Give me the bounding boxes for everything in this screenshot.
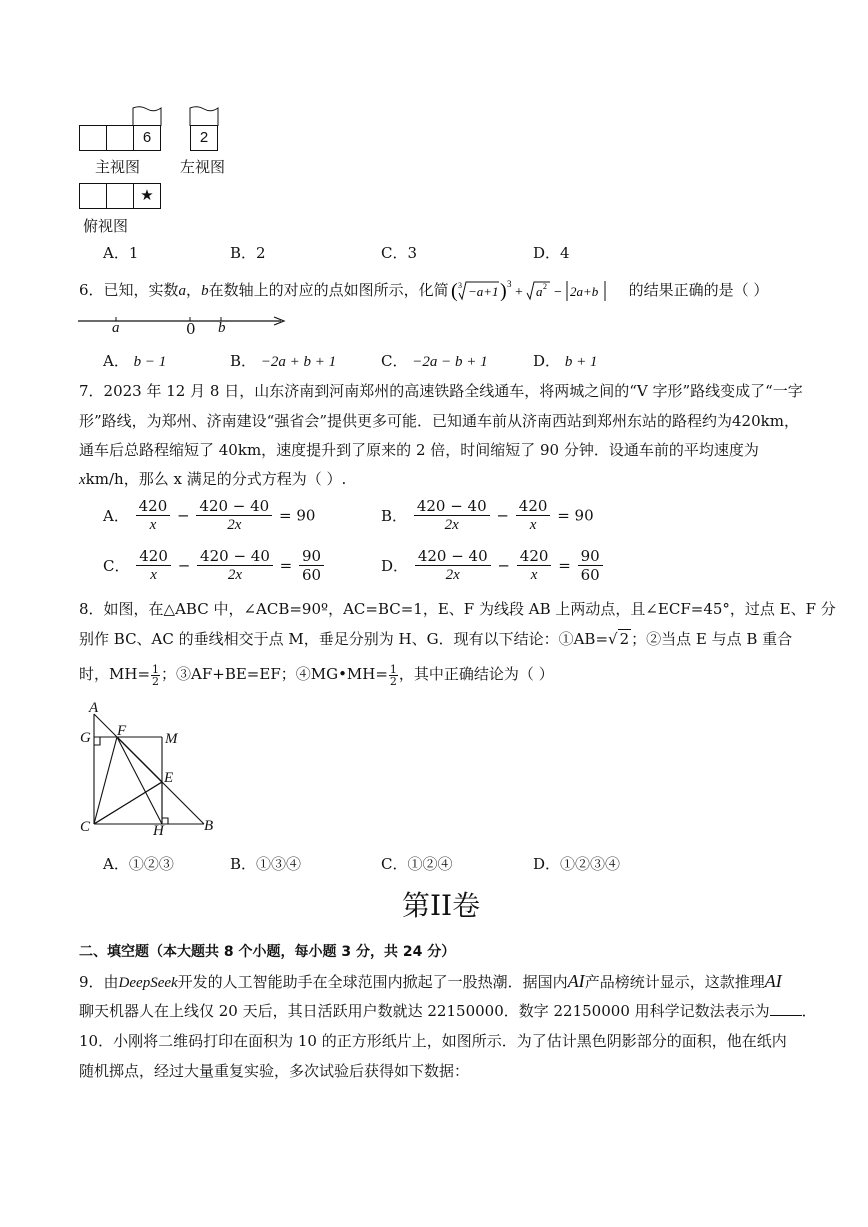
q7-line-1: 7．2023 年 12 月 8 日，山东济南到河南郑州的高速铁路全线通车，将两城之间的“V 字形”路线变成了“一字 <box>79 382 803 400</box>
q7-option-d-letter: D． <box>381 557 409 575</box>
front-view-cell-3: 6 <box>133 125 161 151</box>
q7-option-d <box>381 547 605 584</box>
q7-option-b <box>381 497 594 534</box>
fig-label-f: F <box>117 723 127 739</box>
section-title: 第II卷 <box>402 889 481 922</box>
q7-a-d2: 2x <box>196 515 272 534</box>
q7-b-rhs: = 90 <box>557 506 594 525</box>
q6-option-d <box>533 350 597 371</box>
q8-option-c: C．①②④ <box>381 855 453 873</box>
q5-option-d: D．4 <box>533 244 570 262</box>
q9-line-2 <box>79 1000 817 1022</box>
q7-line-2: 形”路线，为郑州、济南建设“强省会”提供更多可能．已知通车前从济南西站到郑州东站的路程约为420km， <box>79 412 799 430</box>
q8-line-3 <box>79 663 554 687</box>
numberline-label-zero: 0 <box>186 320 196 338</box>
q6-option-b <box>230 350 336 371</box>
q9-line-1b: 开发的人工智能助手在全球范围内掀起了一股热潮．据国内 <box>177 973 568 991</box>
q7-b-frac-1 <box>414 497 490 534</box>
fig-label-h: H <box>153 823 164 839</box>
q7-a-minus: − <box>177 506 190 525</box>
fig-label-m: M <box>165 731 178 747</box>
q7-d-minus: − <box>497 556 510 575</box>
q8-line-2b: ；②当点 E 与点 B 重合 <box>631 630 793 648</box>
q6-var-a: a <box>178 283 187 299</box>
fig-label-c: C <box>80 819 91 835</box>
q8-half-1-num: 1 <box>152 662 160 676</box>
q6-stem-start: 6．已知，实数 <box>79 281 179 299</box>
q6-option-d-expr: b + 1 <box>564 354 598 370</box>
fig-label-e: E <box>164 770 174 786</box>
q9-line-2b: ． <box>801 1002 817 1020</box>
numberline-label-b: b <box>218 320 226 336</box>
q7-c-rn: 90 <box>302 547 322 565</box>
q7-c-n1: 420 <box>139 547 168 565</box>
q7-option-a-letter: A． <box>103 507 129 525</box>
top-view-cell-1 <box>79 183 107 209</box>
q8-half-2 <box>389 664 398 687</box>
q5-option-b: B．2 <box>230 244 266 262</box>
q7-b-frac-2 <box>516 497 551 534</box>
q7-d-n1: 420 − 40 <box>417 547 488 565</box>
q7-a-rhs: = 90 <box>279 506 316 525</box>
q7-line-4 <box>79 468 346 491</box>
front-view-cell-2 <box>106 125 134 151</box>
fig-label-a: A <box>89 700 99 716</box>
q8-line-3b: ；③AF+BE=EF；④MG•MH= <box>161 665 388 683</box>
svg-text:3: 3 <box>506 279 512 289</box>
q9-line-1c: 产品榜统计显示，这款推理 <box>584 973 765 991</box>
q6-option-c-letter: C． <box>381 352 408 370</box>
q7-a-n1: 420 <box>138 497 168 515</box>
q7-d-frac-rhs <box>578 547 603 584</box>
q5-option-a: A．1 <box>103 244 139 262</box>
q7-c-d1: x <box>136 565 171 584</box>
q9-ai-2: AI <box>764 971 782 991</box>
q9-ai-1: AI <box>567 971 585 991</box>
svg-text:): ) <box>499 280 507 302</box>
q7-c-n2: 420 − 40 <box>200 547 270 565</box>
q7-line-3: 通车后总路程缩短了 40km，速度提升到了原来的 2 倍，时间缩短了 90 分钟．设通车前的平均速度为 <box>79 441 759 459</box>
q8-half-1 <box>151 664 160 687</box>
q7-a-frac-1 <box>136 497 171 534</box>
q9-line-2a: 聊天机器人在上线仅 20 天后，其日活跃用户数就达 22150000．数字 22150000 用科学记数法表示为 <box>79 1002 770 1020</box>
q7-c-frac-1 <box>136 547 171 584</box>
q7-d-frac-2 <box>517 547 552 584</box>
q6-stem <box>79 278 768 304</box>
q7-option-b-letter: B． <box>381 507 408 525</box>
svg-text:−a+1: −a+1 <box>467 284 499 299</box>
q7-a-frac-2 <box>196 497 272 534</box>
q8-sqrt-value: 2 <box>619 630 630 648</box>
svg-text:2a+b: 2a+b <box>569 284 598 299</box>
q7-a-d1: x <box>136 515 171 534</box>
q6-stem-end: 的结果正确的是（ ） <box>628 281 769 299</box>
q7-b-n1: 420 − 40 <box>416 497 487 515</box>
q8-line-1: 8．如图，在△ABC 中，∠ACB=90º，AC=BC=1，E、F 为线段 AB 上两动点，且∠ECF=45°，过点 E、F 分 <box>79 600 836 618</box>
q7-d-d1: 2x <box>415 565 491 584</box>
q8-option-d: D．①②③④ <box>533 855 621 873</box>
q7-c-d2: 2x <box>197 565 273 584</box>
fig-label-g: G <box>80 730 91 746</box>
q8-half-2-num: 1 <box>389 662 397 676</box>
left-view-label: 左视图 <box>180 158 226 176</box>
q6-option-b-letter: B． <box>230 352 257 370</box>
q7-b-n2: 420 <box>518 497 548 515</box>
front-view-top-torn-edge <box>130 104 164 128</box>
numberline-label-a: a <box>112 320 120 336</box>
svg-text:(: ( <box>450 280 458 302</box>
q6-option-a-expr: b − 1 <box>133 354 167 370</box>
svg-text:+: + <box>514 285 523 300</box>
q9-brand: DeepSeek <box>118 975 178 991</box>
q8-half-2-den: 2 <box>389 674 397 688</box>
q7-c-minus: − <box>177 556 191 575</box>
q10-line-2: 随机掷点，经过大量重复实验，多次试验后获得如下数据： <box>79 1062 470 1080</box>
q6-option-d-letter: D． <box>533 352 561 370</box>
q6-stem-mid: 在数轴上的对应的点如图所示，化简 <box>208 281 449 299</box>
q7-c-equals: = <box>279 556 293 575</box>
q7-b-d1: 2x <box>414 515 490 534</box>
q6-option-b-expr: −2a + b + 1 <box>260 354 337 370</box>
q7-c-rd: 60 <box>299 565 324 584</box>
q8-line-3a: 时，MH= <box>79 665 151 683</box>
q10-line-1: 10．小刚将二维码打印在面积为 10 的正方形纸片上，如图所示．为了估计黑色阴影部分的面积，他在纸内 <box>79 1032 787 1050</box>
q8-option-b: B．①③④ <box>230 855 302 873</box>
q9-line-1 <box>79 970 782 994</box>
q8-line-2a: 别作 BC、AC 的垂线相交于点 M，垂足分别为 H、G．现有以下结论：①AB= <box>79 630 609 648</box>
svg-text:3: 3 <box>457 281 462 290</box>
q8-half-1-den: 2 <box>152 674 160 688</box>
q7-line-4-text: km/h，那么 x 满足的分式方程为（ ）. <box>85 470 347 488</box>
q6-option-c <box>381 350 488 371</box>
q6-expression <box>449 278 629 304</box>
q9-answer-blank[interactable] <box>770 1001 802 1016</box>
q7-d-equals: = <box>558 556 571 575</box>
top-view-cell-3: ★ <box>133 183 161 209</box>
front-view-cell-1 <box>79 125 107 151</box>
svg-text:2: 2 <box>542 282 547 291</box>
q7-d-n2: 420 <box>519 547 549 565</box>
q7-d-d2: x <box>517 565 552 584</box>
q7-option-c <box>103 547 326 584</box>
q7-d-rn: 90 <box>580 547 600 565</box>
q8-option-a: A．①②③ <box>103 855 174 873</box>
q7-c-frac-rhs <box>299 547 324 584</box>
svg-text:a: a <box>535 284 543 299</box>
q7-d-rd: 60 <box>578 565 603 584</box>
q7-b-d2: x <box>516 515 551 534</box>
top-view-cell-2 <box>106 183 134 209</box>
q7-a-n2: 420 − 40 <box>199 497 270 515</box>
svg-text:−: − <box>553 285 562 300</box>
q6-var-b: b <box>201 283 209 299</box>
q6-option-c-expr: −2a − b + 1 <box>412 354 488 370</box>
q6-option-a-letter: A． <box>103 352 129 370</box>
q6-comma: ， <box>186 281 202 299</box>
left-view-cell: 2 <box>190 125 218 151</box>
q6-number-line <box>76 312 291 340</box>
q6-option-a <box>103 350 166 371</box>
top-view-label: 俯视图 <box>83 217 129 235</box>
left-view-top-torn-edge <box>187 104 221 128</box>
q7-option-a <box>103 497 315 534</box>
q7-c-frac-2 <box>197 547 273 584</box>
q5-option-c: C．3 <box>381 244 418 262</box>
q8-sqrt <box>608 628 631 650</box>
q7-b-minus: − <box>496 506 509 525</box>
q7-d-frac-1 <box>415 547 491 584</box>
front-view-label: 主视图 <box>95 158 141 176</box>
part2-heading: 二、填空题（本大题共 8 个小题，每小题 3 分，共 24 分） <box>79 944 456 960</box>
fig-label-b: B <box>204 818 214 834</box>
q8-line-3c: ，其中正确结论为（ ） <box>398 665 554 683</box>
q7-var-x: x <box>79 472 86 488</box>
q8-sqrt-sign: √ <box>608 630 618 648</box>
q7-option-c-letter: C． <box>103 557 130 575</box>
q9-line-1a: 9．由 <box>79 973 119 991</box>
q8-line-2 <box>79 628 792 650</box>
